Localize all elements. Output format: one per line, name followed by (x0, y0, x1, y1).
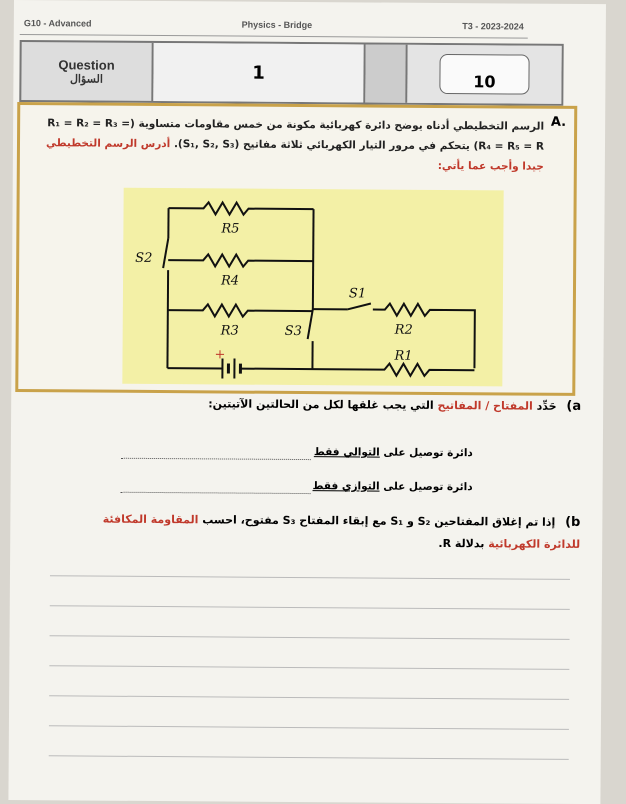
question-gap (365, 44, 407, 102)
switch-s3-blade (308, 309, 313, 339)
subject-label: Physics - Bridge (242, 20, 313, 30)
part-a-prompt-post: التي يجب غلقها لكل من الحالتين الآتيتين: (208, 397, 437, 412)
resistor-r2 (372, 304, 474, 369)
rail-mid-top (313, 209, 314, 309)
answer-line[interactable] (49, 755, 569, 760)
part-a-prompt-pre: حَدِّد (533, 400, 557, 413)
label-r4: R4 (220, 273, 239, 288)
answer-line[interactable] (49, 665, 569, 670)
resistor-r1 (240, 363, 474, 377)
label-s3: S3 (285, 324, 302, 339)
switch-s2-blade (163, 238, 168, 268)
section-a-instruction: أدرس الرسم التخطيطي جيدا وأجب عما يأتي: (46, 137, 544, 172)
circuit-svg (122, 188, 503, 387)
grade-label: G10 - Advanced (24, 18, 92, 28)
case-series-u: التوالي فقط (314, 446, 380, 458)
circuit-diagram (122, 188, 503, 387)
question-label-en: Question (58, 57, 114, 72)
label-r3: R3 (220, 323, 239, 338)
resistor-r3 (168, 304, 313, 317)
resistor-r4 (168, 254, 313, 267)
switch-s1-blade (348, 303, 371, 309)
section-a-text (44, 113, 544, 176)
part-a (208, 396, 581, 414)
part-a-prompt-red: المفتاح / المفاتيح (437, 399, 532, 413)
answer-dots-parallel[interactable] (121, 491, 311, 494)
rail-left-bottom (167, 270, 168, 368)
part-b (100, 509, 580, 556)
question-table (19, 40, 563, 106)
question-number: 1 (153, 43, 365, 102)
answer-line[interactable] (50, 605, 570, 610)
battery-plus: + (214, 347, 225, 362)
answer-dots-series[interactable] (121, 457, 311, 460)
part-b-red: المقاومة المكافئة للدائرة الكهربائية (103, 513, 581, 551)
header-bar (20, 12, 528, 39)
case-parallel-pre: دائرة توصيل على (380, 481, 473, 494)
case-series (314, 446, 473, 459)
case-parallel-u: التوازي فقط (313, 480, 380, 492)
question-label-ar: السؤال (70, 72, 103, 85)
score-cell (407, 45, 561, 104)
case-series-pre: دائرة توصيل على (380, 447, 473, 460)
section-a (15, 102, 577, 396)
section-a-label: A. (551, 115, 566, 130)
term-label: T3 - 2023-2024 (462, 21, 524, 31)
part-a-letter: a) (566, 399, 581, 414)
answer-line[interactable] (50, 575, 570, 580)
label-r5: R5 (220, 221, 239, 236)
score-box: 10 (439, 54, 529, 95)
question-label-cell (21, 42, 153, 101)
answer-line[interactable] (49, 695, 569, 700)
section-a-switches: (S₁, S₂, S₃). (174, 138, 239, 150)
answer-line[interactable] (49, 725, 569, 730)
label-r1: R1 (393, 349, 412, 364)
resistor-r5 (169, 202, 314, 215)
exam-paper (8, 0, 606, 804)
section-a-intro: الرسم التخطيطي أدناه يوضح دائرة كهربائية مكونة من خمس مقاومات متساوية (R₁ = R₂ = R₃ = R₄ = R₅ = R) يتحكم في مرور التيار الكهربائي ثلاثة مفاتيح (47, 117, 544, 152)
part-b-text2: بدلالة R. (438, 537, 488, 550)
label-s1: S1 (349, 286, 366, 301)
answer-line[interactable] (50, 635, 570, 640)
label-s2: S2 (135, 251, 152, 266)
case-parallel (313, 480, 473, 493)
label-r2: R2 (394, 323, 413, 338)
part-b-text1: إذا تم إغلاق المفتاحين S₂ و S₁ مع إبقاء المفتاح S₃ مفتوح، احسب (198, 513, 555, 528)
part-b-letter: b) (565, 512, 580, 534)
